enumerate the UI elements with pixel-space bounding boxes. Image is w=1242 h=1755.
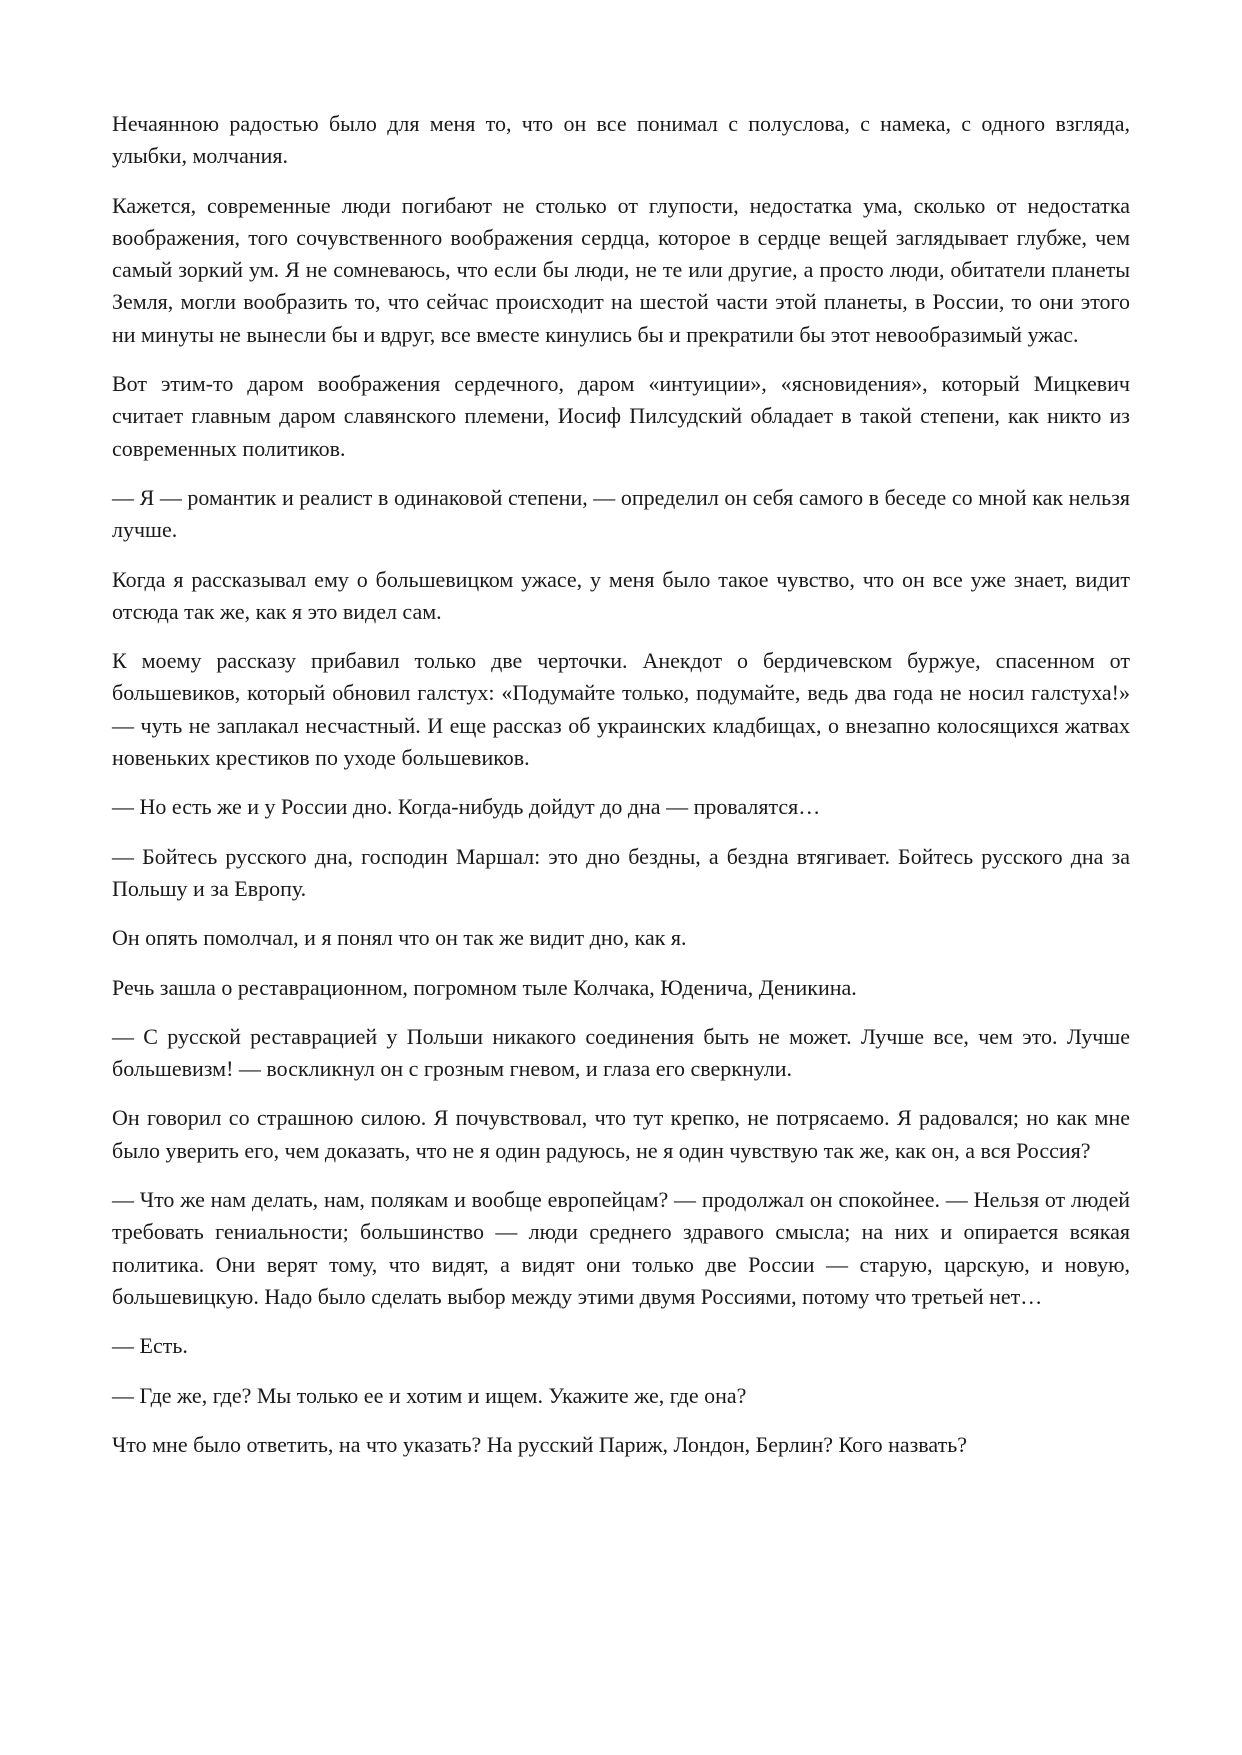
paragraph: Он говорил со страшною силою. Я почувствовал, что тут крепко, не потрясаемо. Я радовался; но как мне было уверить его, чем доказать, что не я один радуюсь, не я один чувствую так же, как он, а вся Россия? [112,1105,1130,1163]
paragraph: — Но есть же и у России дно. Когда-нибудь дойдут до дна — провалятся… [112,794,821,820]
paragraph: К моему рассказу прибавил только две черточки. Анекдот о бердичевском буржуе, спасенном от большевиков, который обновил галстух: «Подумайте только, подумайте, ведь два года не носил галстуха!» — чуть не заплакал несчастный. И еще рассказ об украинских кладбищах, о внезапно колосящихся жатвах новеньких крестиков по уходе большевиков. [112,648,1130,771]
paragraph: — С русской реставрацией у Польши никакого соединения быть не может. Лучше все, чем это. Лучше большевизм! — воскликнул он с грозным гневом, и глаза его сверкнули. [112,1023,1130,1082]
paragraph: — Что же нам делать, нам, полякам и вообще европейцам? — продолжал он спокойнее. — Нельзя от людей требовать гениальности; большинство — люди среднего здравого смысла; на них и опирается всякая политика. Они верят тому, что видят, а видят они только две России — старую, царскую, и новую, большевицкую. Надо было сделать выбор между этими двумя Россиями, потому что третьей нет… [112,1187,1130,1309]
paragraph: Он опять помолчал, и я понял что он так же видит дно, как я. [112,925,687,951]
paragraph: — Где же, где? Мы только ее и хотим и ищем. Укажите же, где она? [112,1382,747,1408]
paragraph: — Я — романтик и реалист в одинаковой степени, — определил он себя самого в беседе со мной как нельзя лучше. [112,484,1130,543]
paragraph: — Бойтесь русского дна, господин Маршал: это дно бездны, а бездна втягивает. Бойтесь русского дна за Польшу и за Европу. [112,843,1130,901]
paragraph: Кажется, современные люди погибают не столько от глупости, недостатка ума, сколько от недостатка воображения, того сочувственного воображения сердца, которое в сердце вещей заглядывает глубже, чем самый зоркий ум. Я не сомневаюсь, что если бы люди, не те или другие, а просто люди, обитатели планеты Земля, могли вообразить то, что сейчас происходит на шестой части этой планеты, в России, то они этого ни минуты не вынесли бы и вдруг, все вместе кинулись бы и прекратили бы этот невообразимый ужас. [112,192,1130,347]
document-page [112,108,1130,1478]
paragraph: Вот этим-то даром воображения сердечного, даром «интуиции», «ясновидения», который Мицкевич считает главным даром славянского племени, Иосиф Пилсудский обладает в такой степени, как никто из современных политиков. [112,371,1130,461]
paragraph: Что мне было ответить, на что указать? На русский Париж, Лондон, Берлин? Кого назвать? [112,1431,968,1457]
paragraph: Когда я рассказывал ему о большевицком ужасе, у меня было такое чувство, что он все уже знает, видит отсюда так же, как я это видел сам. [112,566,1130,624]
paragraph: — Есть. [112,1333,188,1359]
paragraph: Речь зашла о реставрационном, погромном тыле Колчака, Юденича, Деникина. [112,974,857,1000]
paragraph: Нечаянною радостью было для меня то, что он все понимал с полуслова, с намека, с одного взгляда, улыбки, молчания. [112,111,1130,169]
